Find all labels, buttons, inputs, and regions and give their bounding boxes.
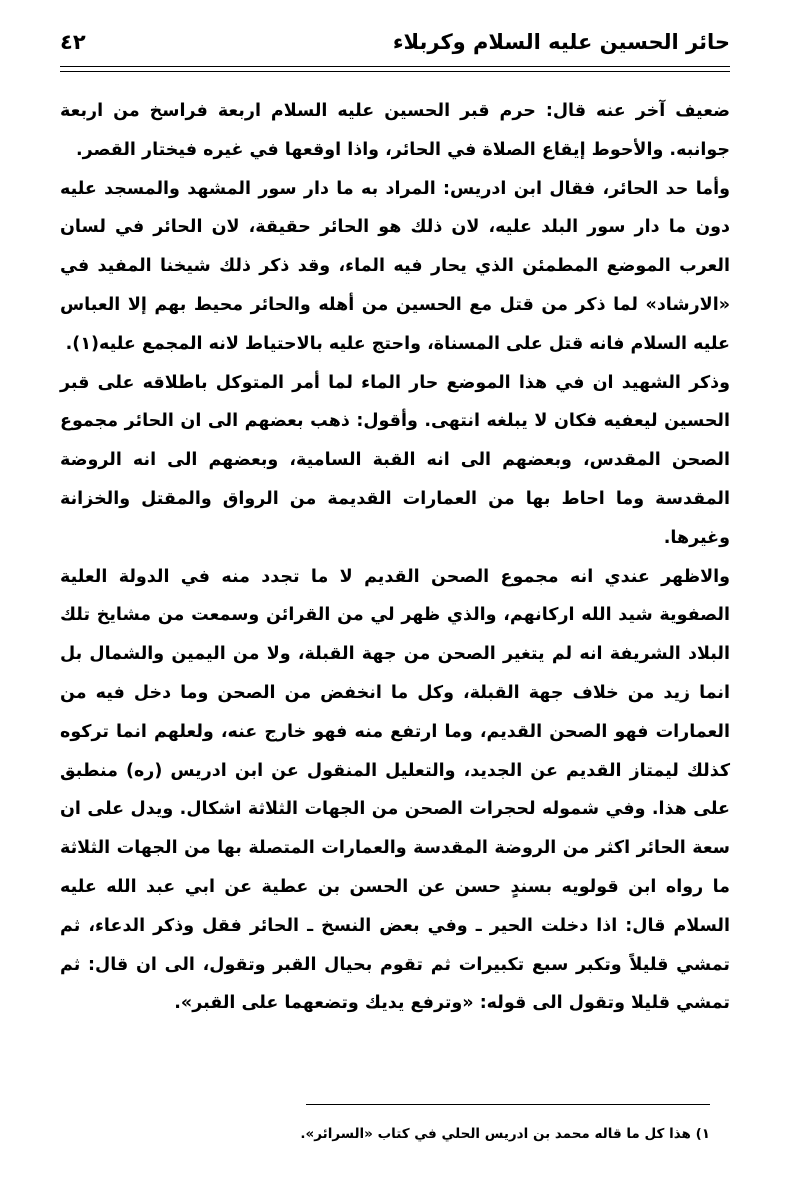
paragraph: وذكر الشهيد ان في هذا الموضع حار الماء لما أمر المتوكل باطلاقه على قبر الحسين ليعفيه فكان لا يبلغه انتهى. وأقول: ذهب بعضهم الى ان الحائر مجموع الصحن المقدس، وبعضهم الى انه القبة السامية، وبعضهم الى انه الروضة المقدسة وما احاط بها من العمارات القديمة من الرواق والمقتل والخزانة وغيرها. <box>60 372 730 548</box>
paragraph: وأما حد الحائر، فقال ابن ادريس: المراد به ما دار سور المشهد والمسجد عليه دون ما دار سور البلد عليه، لان ذلك هو الحائر حقيقة، لان الحائر في لسان العرب الموضع المطمئن الذي يحار فيه الماء، وقد ذكر ذلك شيخنا المفيد في «الارشاد» لما ذكر من قتل مع الحسين من أهله والحائر محيط بهم إلا العباس عليه السلام فانه قتل على المسناة، واحتج عليه بالاحتياط لانه المجمع عليه(١). <box>60 178 730 354</box>
footnote: ١) هذا كل ما قاله محمد بن ادريس الحلي في كتاب «السرائر». <box>300 1126 710 1142</box>
running-title: حائر الحسين عليه السلام وكربلاء <box>392 30 730 54</box>
paragraph: ضعيف آخر عنه قال: حرم قبر الحسين عليه السلام اربعة فراسخ من اربعة جوانبه. والأحوط إيقاع الصلاة في الحائر، واذا اوقعها في غيره فيختار القصر. <box>60 101 730 160</box>
footnote-separator <box>306 1104 710 1105</box>
paragraph: والاظهر عندي انه مجموع الصحن القديم لا ما تجدد منه في الدولة العلية الصفوية شيد الله اركانهم، والذي ظهر لي من القرائن وسمعت من مشايخ تلك البلاد الشريفة انه لم يتغير الصحن من جهة القبلة، ولا من اليمين والشمال بل انما زيد من خلاف جهة القبلة، وكل ما انخفض من الصحن وما دخل فيه من العمارات فهو الصحن القديم، وما ارتفع منه فهو خارج عنه، ولعلهم انما تركوه كذلك ليمتاز القديم عن الجديد، والتعليل المنقول عن ابن ادريس (ره) منطبق على هذا. وفي شموله لحجرات الصحن من الجهات الثلاثة اشكال. ويدل على ان سعة الحائر اكثر من الروضة المقدسة والعمارات المتصلة بها من الجهات الثلاثة ما رواه ابن قولويه بسندٍ حسن عن الحسن بن عطية عن ابي عبد الله عليه السلام قال: اذا دخلت الحير ـ وفي بعض النسخ ـ الحائر فقل وذكر الدعاء، ثم تمشي قليلاً وتكبر سبع تكبيرات ثم تقوم بحيال القبر وتقول، الى ان قال: ثم تمشي قليلا وتقول الى قوله: «وترفع يديك وتضعهما على القبر». <box>60 566 730 1014</box>
header-rule-top <box>60 66 730 67</box>
page-number: ٤٢ <box>60 30 86 54</box>
main-text <box>60 92 730 1023</box>
page-header <box>60 30 730 60</box>
header-rule-bottom <box>60 71 730 72</box>
